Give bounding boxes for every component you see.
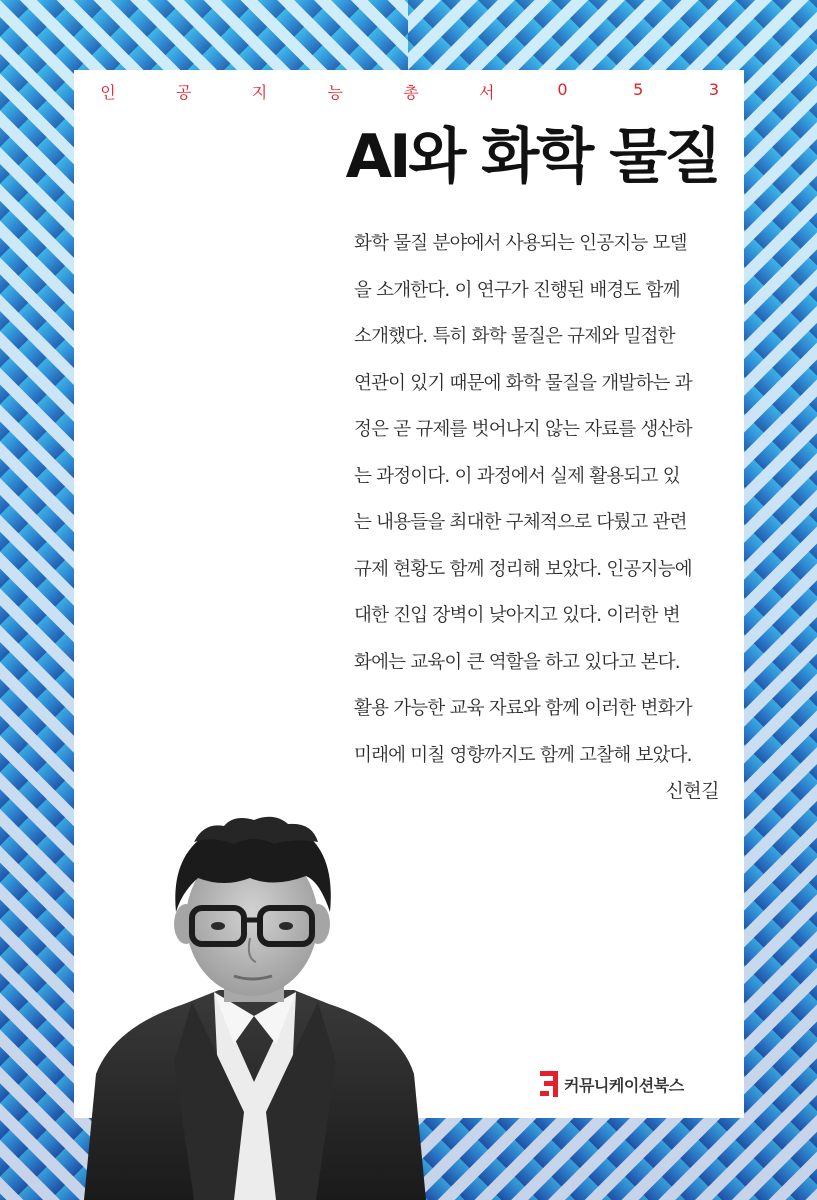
publisher-logo-icon: [540, 1071, 558, 1097]
series-char: 지: [251, 83, 268, 102]
series-char: 서: [479, 83, 495, 102]
series-char: 능: [327, 83, 343, 102]
series-char: 총: [403, 83, 419, 102]
series-char: 3: [708, 80, 720, 99]
book-title: AI와 화학 물질: [345, 122, 719, 192]
author-photo: [74, 812, 434, 1200]
series-char: 인: [100, 83, 116, 102]
author-name: 신현길: [665, 780, 719, 802]
book-description: [354, 227, 726, 785]
publisher-name: 커뮤니케이션북스: [564, 1075, 684, 1095]
description-line: 화학 물질 분야에서 사용되는 인공지능 모델: [354, 233, 687, 254]
description-line: 정은 곧 규제를 벗어나지 않는 자료를 생산하: [354, 419, 692, 440]
description-line: 미래에 미칠 영향까지도 함께 고찰해 보았다.: [354, 744, 692, 766]
description-line: 을 소개한다. 이 연구가 진행된 배경도 함께: [354, 279, 680, 301]
series-char: 5: [633, 80, 644, 99]
series-char: 공: [176, 83, 192, 102]
description-line: 연관이 있기 때문에 화학 물질을 개발하는 과: [354, 372, 692, 394]
publisher-logo: [540, 1070, 684, 1098]
description-line: 소개했다. 특히 화학 물질은 규제와 밀접한: [354, 326, 675, 347]
description-line: 화에는 교육이 큰 역할을 하고 있다고 본다.: [354, 651, 680, 673]
series-char: 0: [557, 80, 568, 99]
description-line: 는 과정이다. 이 과정에서 실제 활용되고 있: [354, 465, 680, 487]
description-line: 는 내용들을 최대한 구체적으로 다뤘고 관련: [354, 512, 687, 533]
description-line: 규제 현황도 함께 정리해 보았다. 인공지능에: [354, 558, 692, 580]
description-line: 활용 가능한 교육 자료와 함께 이러한 변화가: [354, 698, 692, 719]
series-label: [96, 80, 726, 104]
description-line: 대한 진입 장벽이 낮아지고 있다. 이러한 변: [354, 605, 680, 626]
